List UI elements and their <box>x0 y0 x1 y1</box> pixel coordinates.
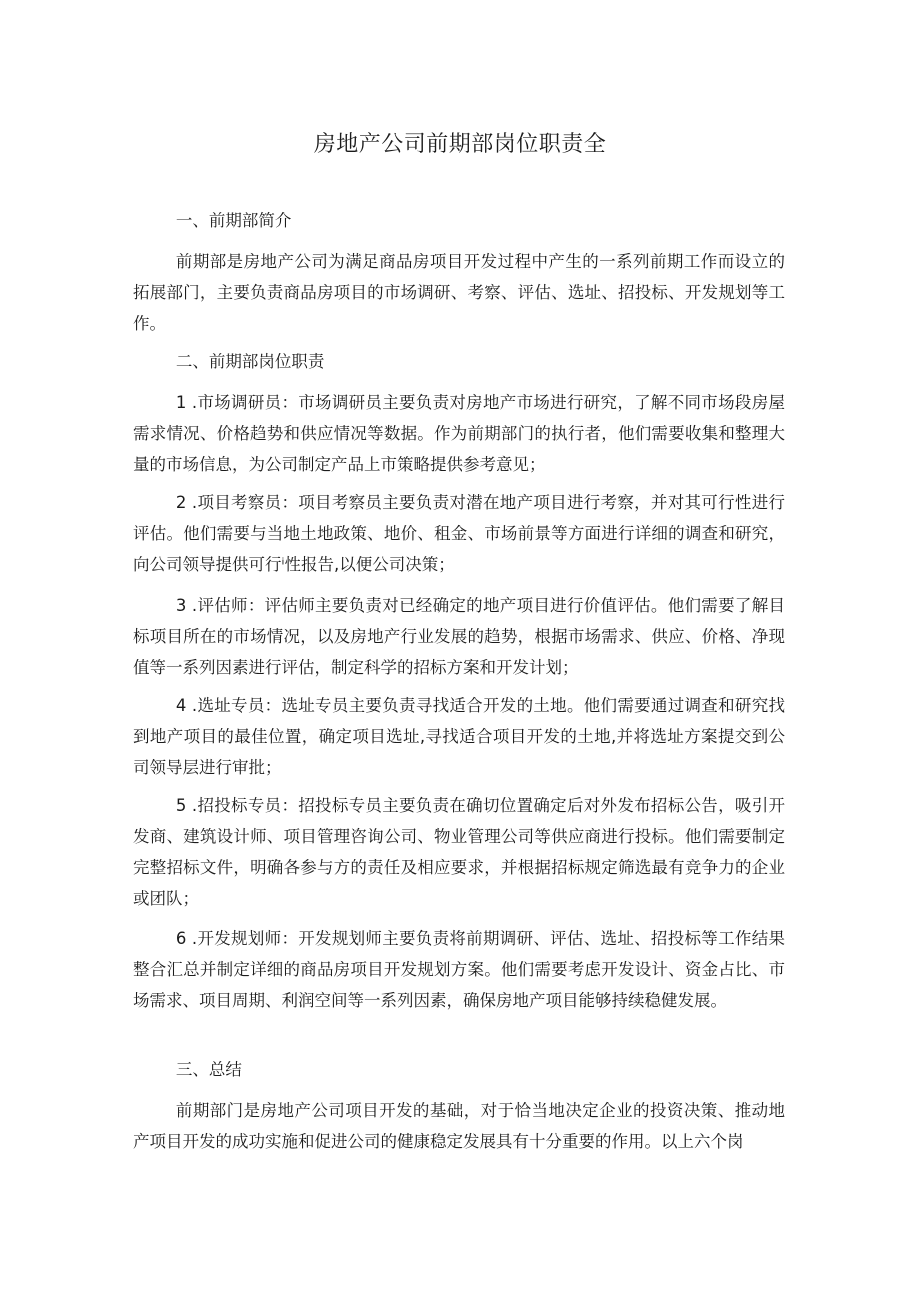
duty-item-market-researcher: 1 .市场调研员：市场调研员主要负责对房地产市场进行研究，了解不同市场段房屋需求情况、价格趋势和供应情况等数据。作为前期部门的执行者，他们需要收集和整理大量的市场信息，为公司制定产品上市策略提供参考意见； <box>133 393 785 474</box>
summary-paragraph: 前期部门是房地产公司项目开发的基础，对于恰当地决定企业的投资决策、推动地产项目开发的成功实施和促进公司的健康稳定发展具有十分重要的作用。以上六个岗 <box>133 1101 785 1151</box>
duty-item-appraiser: 3 .评估师：评估师主要负责对已经确定的地产项目进行价值评估。他们需要了解目标项目所在的市场情况，以及房地产行业发展的趋势，根据市场需求、供应、价格、净现值等一系列因素进行评估，制定科学的招标方案和开发计划； <box>133 596 785 677</box>
duty-item-site-specialist: 4 .选址专员：选址专员主要负责寻找适合开发的土地。他们需要通过调查和研究找到地产项目的最佳位置，确定项目选址,寻找适合项目开发的土地,并将选址方案提交到公司领导层进行审批； <box>133 696 785 777</box>
document-title: 房地产公司前期部岗位职责全 <box>313 132 607 157</box>
intro-paragraph: 前期部是房地产公司为满足商品房项目开发过程中产生的一系列前期工作而设立的拓展部门，主要负责商品房项目的市场调研、考察、评估、选址、招投标、开发规划等工作。 <box>133 252 785 333</box>
duty-item-bidding-specialist: 5 .招投标专员：招投标专员主要负责在确切位置确定后对外发布招标公告，吸引开发商、建筑设计师、项目管理咨询公司、物业管理公司等供应商进行投标。他们需要制定完整招标文件，明确各参与方的责任及相应要求，并根据招标规定筛选最有竞争力的企业或团队； <box>133 796 785 908</box>
duty-item-project-inspector: 2 .项目考察员：项目考察员主要负责对潜在地产项目进行考察，并对其可行性进行评估。他们需要与当地土地政策、地价、租金、市场前景等方面进行详细的调查和研究，向公司领导提供可行ⁱ性报告,以便公司决策； <box>133 493 785 574</box>
section-heading-intro: 一、前期部简介 <box>175 211 292 230</box>
duty-item-development-planner: 6 .开发规划师：开发规划师主要负责将前期调研、评估、选址、招投标等工作结果整合汇总并制定详细的商品房项目开发规划方案。他们需要考虑开发设计、资金占比、市场需求、项目周期、利润空间等一系列因素，确保房地产项目能够持续稳健发展。 <box>133 929 785 1010</box>
section-heading-summary: 三、总结 <box>175 1060 242 1079</box>
section-heading-duties: 二、前期部岗位职责 <box>175 352 325 371</box>
